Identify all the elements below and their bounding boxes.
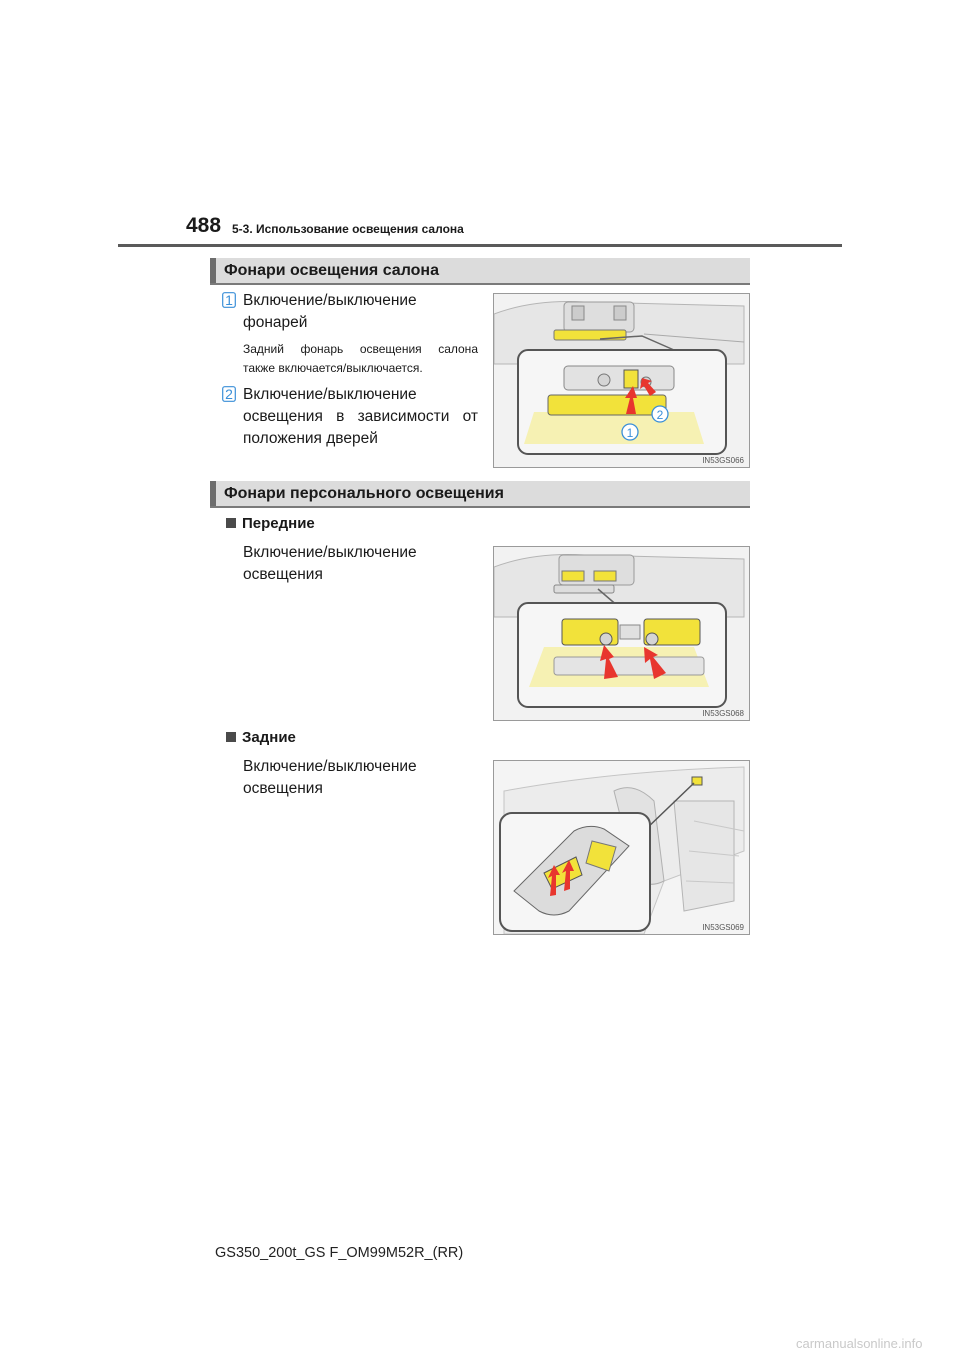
figure-front-personal-lights (493, 546, 750, 721)
item1-note (243, 340, 478, 378)
rear-line2: освещения (243, 780, 323, 797)
rear-line1: Включение/выключение (243, 758, 417, 775)
figure3-code: IN53GS069 (702, 923, 744, 932)
item2-line2: освещения в зависимости от (243, 408, 478, 425)
subheading-front-text: Передние (242, 515, 315, 532)
front-description (243, 542, 478, 586)
item1-description (243, 290, 478, 334)
item1-note-line1: Задний фонарь освещения салона (243, 342, 478, 356)
square-bullet-icon (226, 518, 236, 528)
figure-rear-personal-lights (493, 760, 750, 935)
subheading-front (226, 515, 315, 532)
front-line1: Включение/выключение (243, 544, 417, 561)
figure-interior-lights (493, 293, 750, 468)
section-heading-personal-lights (210, 481, 750, 508)
section-heading-text: Фонари персонального освещения (224, 485, 504, 502)
subheading-rear (226, 729, 296, 746)
item2-line1: Включение/выключение (243, 386, 417, 403)
section-heading-text: Фонари освещения салона (224, 262, 439, 279)
figure1-callout-1: 1 (626, 426, 634, 440)
item1-note-line2: также включается/выключается. (243, 361, 423, 375)
footer-model-code: GS350_200t_GS F_OM99M52R_(RR) (215, 1245, 464, 1261)
square-bullet-icon (226, 732, 236, 742)
section-heading-bar (210, 258, 216, 283)
callout-number-1-text: 1 (225, 292, 233, 308)
subheading-rear-text: Задние (242, 729, 296, 746)
item1-line1: Включение/выключение (243, 292, 417, 309)
figure2-code: IN53GS068 (702, 709, 744, 718)
item2-description (243, 384, 478, 450)
front-line2: освещения (243, 566, 323, 583)
section-heading-interior-lights (210, 258, 750, 285)
rear-description (243, 756, 478, 800)
callout-number-2 (222, 386, 236, 402)
figure1-code: IN53GS066 (702, 456, 744, 465)
page-number: 488 (186, 214, 222, 237)
item1-line2: фонарей (243, 314, 308, 331)
figure1-callout-2: 2 (656, 408, 664, 422)
callout-number-1 (222, 292, 236, 308)
running-header: 5-3. Использование освещения салона (232, 222, 464, 236)
callout-number-2-text: 2 (225, 386, 233, 402)
header-rule (118, 244, 842, 247)
item2-line3: положения дверей (243, 430, 378, 447)
section-heading-bar (210, 481, 216, 506)
watermark: carmanualsonline.info (796, 1336, 923, 1351)
